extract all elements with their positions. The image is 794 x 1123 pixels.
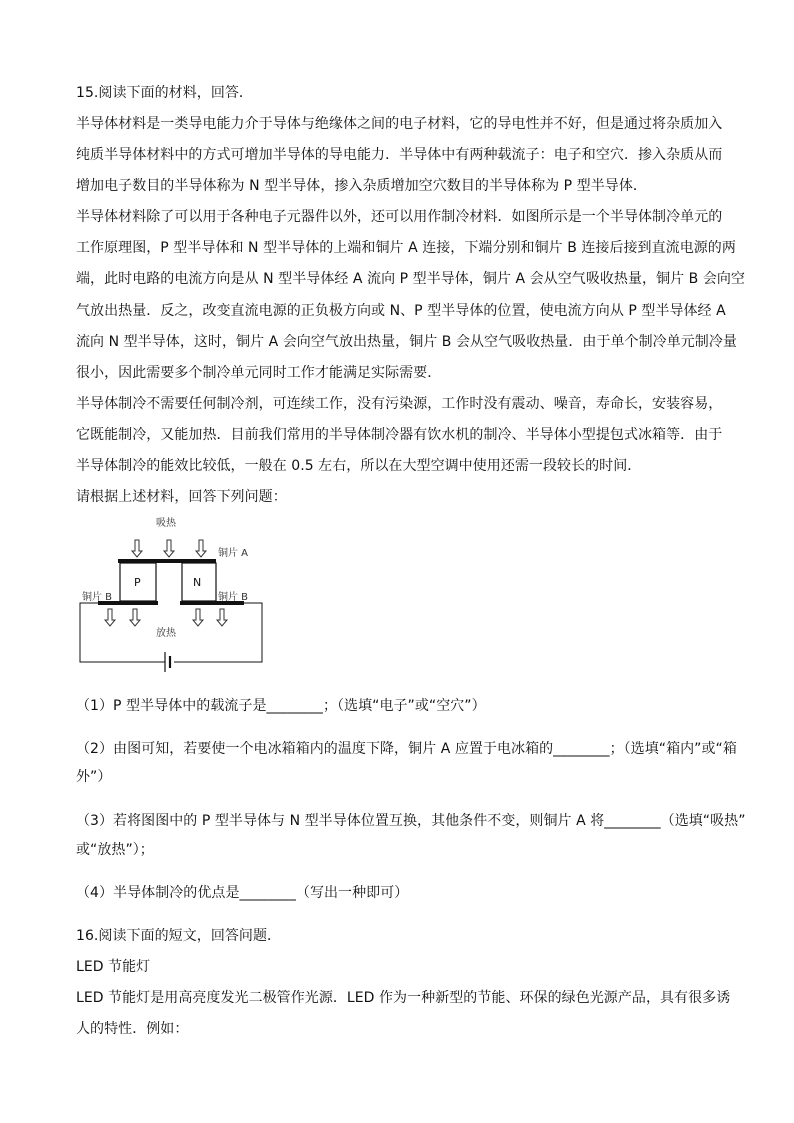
cooling-unit-diagram bbox=[72, 514, 272, 678]
q15-para3-line3: 半导体制冷的能效比较低，一般在 0.5 左右，所以在大型空调中使用还需一段较长的时间． bbox=[76, 458, 642, 474]
q15-para3-line1: 半导体制冷不需要任何制冷剂，可连续工作，没有污染源，工作时没有震动、噪音，寿命长，安装容易， bbox=[76, 396, 723, 412]
q15-question-2-line1: （2）由图可知，若要使一个电冰箱箱内的温度下降，铜片 A 应置于电冰箱的________；（选填“箱内”或“箱 bbox=[76, 741, 737, 757]
q16-subtitle: LED 节能灯 bbox=[76, 959, 151, 975]
copper-b-right-label: 铜片 B bbox=[218, 592, 249, 603]
n-label: N bbox=[193, 576, 202, 589]
q15-title: 15.阅读下面的材料，回答． bbox=[76, 85, 253, 101]
q15-question-1: （1）P 型半导体中的载流子是________；（选填“电子”或“空穴”） bbox=[76, 698, 486, 714]
q15-para2-line6: 很小，因此需要多个制冷单元同时工作才能满足实际需要． bbox=[76, 365, 442, 381]
q15-para1-line3: 增加电子数目的半导体称为 N 型半导体，掺入杂质增加空穴数目的半导体称为 P 型半导体． bbox=[76, 178, 647, 194]
q16-title: 16.阅读下面的短文，回答问题． bbox=[76, 928, 282, 944]
q15-para2-line5: 流向 N 型半导体，这时，铜片 A 会向空气放出热量，铜片 B 会从空气吸收热量．由于单个制冷单元制冷量 bbox=[76, 334, 737, 350]
wire-left bbox=[80, 603, 160, 662]
q15-question-3-line1: （3）若将图图中的 P 型半导体与 N 型半导体位置互换，其他条件不变，则铜片 A 将________（选填“吸热” bbox=[76, 813, 746, 829]
copper-a-label: 铜片 A bbox=[218, 548, 249, 559]
q15-para2-line1: 半导体材料除了可以用于各种电子元器件以外，还可以用作制冷材料．如图所示是一个半导体制冷单元的 bbox=[76, 209, 723, 225]
wire-right bbox=[174, 603, 262, 662]
absorb-heat-label: 吸热 bbox=[156, 518, 176, 529]
q15-question-3-line2: 或“放热”）； bbox=[76, 842, 154, 858]
q15-question-2-line2: 外”） bbox=[76, 769, 112, 785]
q15-para1-line1: 半导体材料是一类导电能力介于导体与绝缘体之间的电子材料，它的导电性并不好，但是通过将杂质加入 bbox=[76, 116, 723, 132]
absorb-arrows bbox=[132, 540, 206, 557]
q16-para1-line1: LED 节能灯是用高亮度发光二极管作光源．LED 作为一种新型的节能、环保的绿色光源产品，具有很多诱 bbox=[76, 990, 731, 1006]
q15-para1-line2: 纯质半导体材料中的方式可增加半导体的导电能力．半导体中有两种载流子：电子和空穴．掺入杂质从而 bbox=[76, 147, 723, 163]
q15-question-4: （4）半导体制冷的优点是________（写出一种即可） bbox=[76, 885, 409, 901]
q15-para2-line2: 工作原理图，P 型半导体和 N 型半导体的上端和铜片 A 连接，下端分别和铜片 B 连接后接到直流电源的两 bbox=[76, 240, 736, 256]
p-label: P bbox=[134, 576, 141, 589]
q15-para2-line3: 端，此时电路的电流方向是从 N 型半导体经 A 流向 P 型半导体，铜片 A 会从空气吸收热量，铜片 B 会向空 bbox=[76, 271, 745, 287]
release-arrows bbox=[105, 609, 227, 626]
q15-para2-line4: 气放出热量．反之，改变直流电源的正负极方向或 N、P 型半导体的位置，使电流方向从 P 型半导体经 A bbox=[76, 303, 726, 319]
q16-para1-line2: 人的特性．例如： bbox=[76, 1021, 189, 1037]
q15-para3-line2: 它既能制冷，又能加热．目前我们常用的半导体制冷器有饮水机的制冷、半导体小型提包式冰箱等．由于 bbox=[76, 427, 723, 443]
copper-b-left-label: 铜片 B bbox=[82, 592, 113, 603]
q15-prompt: 请根据上述材料，回答下列问题： bbox=[76, 489, 287, 505]
release-heat-label: 放热 bbox=[156, 628, 176, 639]
